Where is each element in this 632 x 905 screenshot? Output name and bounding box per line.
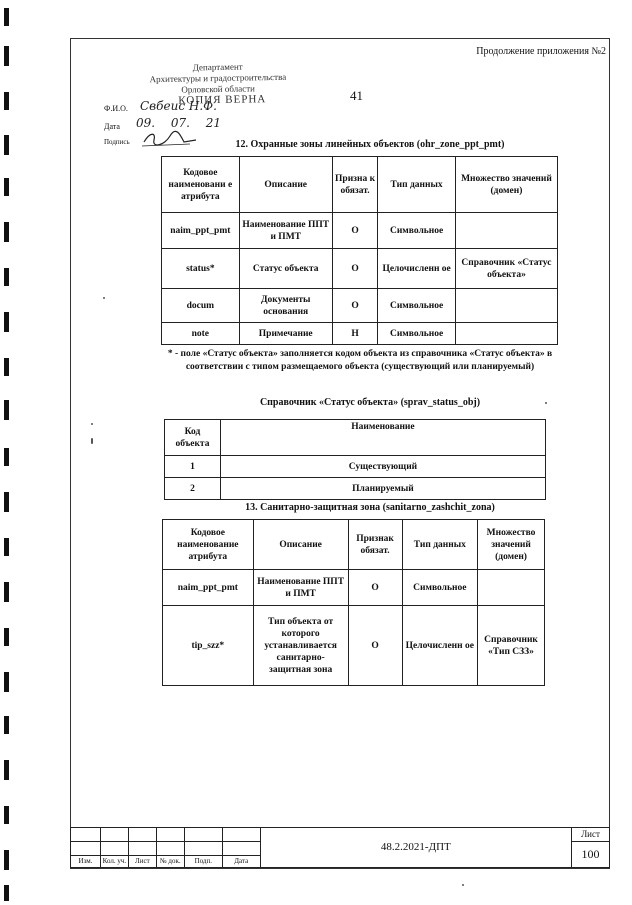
table-cell: Символьное: [378, 289, 456, 323]
appendix-label: Продолжение приложения №2: [476, 46, 606, 57]
binder-mark: [4, 135, 9, 155]
table-cell: Примечание: [239, 323, 332, 345]
binder-mark: [4, 222, 9, 242]
header-cell: Кодовое наименование атрибута: [163, 520, 254, 570]
stamp-copy-verified: КОПИЯ ВЕРНА: [178, 93, 267, 107]
binder-mark: [4, 538, 9, 556]
table-row: [162, 249, 558, 289]
table-cell: naim_ppt_pmt: [162, 213, 240, 249]
section13-table: [162, 519, 545, 686]
footnote: * - поле «Статус объекта» заполняется кодом объекта из справочника «Статус объекта» в соответствии с типом размещаемого объекта (существующий или планируемый): [167, 349, 553, 372]
sheet-number: 100: [571, 842, 609, 868]
header-cell: Призна к обязат.: [332, 157, 377, 213]
title-block-label: Подп.: [184, 856, 222, 868]
title-block: [70, 827, 610, 868]
binder-mark: [4, 312, 9, 332]
table-cell: Символьное: [402, 570, 478, 606]
scan-speck: [91, 423, 93, 425]
status-dict-title: Справочник «Статус объекта» (sprav_status_obj): [259, 397, 481, 408]
signature-label: Подпись: [104, 138, 130, 146]
title-block-label: № док.: [156, 856, 184, 868]
table-cell: Существующий: [220, 456, 545, 478]
table-header-row: [162, 157, 558, 213]
stamp-line1: Департамент: [192, 61, 243, 73]
section13-title: 13. Санитарно-защитная зона (sanitarno_zashchit_zona): [245, 502, 495, 513]
table-row: [165, 478, 546, 500]
header-cell: Тип данных: [378, 157, 456, 213]
table-header-row: [165, 420, 546, 456]
table-row: [162, 323, 558, 345]
header-cell: Описание: [239, 157, 332, 213]
table-cell: 1: [165, 456, 221, 478]
binder-mark: [4, 400, 9, 420]
header-cell: Код объекта: [165, 420, 221, 456]
title-block-label: Лист: [128, 856, 156, 868]
fio-label: Ф.И.О.: [104, 104, 128, 113]
title-block-row: [71, 828, 610, 842]
table-cell: Н: [332, 323, 377, 345]
table-cell: naim_ppt_pmt: [163, 570, 254, 606]
header-cell: Описание: [253, 520, 348, 570]
table-cell: О: [348, 606, 402, 686]
title-block-label: Изм.: [71, 856, 101, 868]
binder-mark: [4, 716, 9, 734]
table-cell: Символьное: [378, 213, 456, 249]
table-cell: [455, 213, 557, 249]
table-cell: Наименование ППТ и ПМТ: [239, 213, 332, 249]
binder-mark: [4, 885, 9, 901]
binder-mark: [4, 358, 9, 376]
table-cell: О: [332, 289, 377, 323]
table-cell: Справочник «Статус объекта»: [455, 249, 557, 289]
binder-mark: [4, 448, 9, 466]
table-cell: Тип объекта от которого устанавливается санитарно-защитная зона: [253, 606, 348, 686]
table-cell: note: [162, 323, 240, 345]
table-cell: Символьное: [378, 323, 456, 345]
title-block-label: Кол. уч.: [100, 856, 128, 868]
page-number: 41: [350, 88, 363, 103]
section12-title: 12. Охранные зоны линейных объектов (ohr_zone_ppt_pmt): [235, 139, 505, 150]
binder-mark: [4, 268, 9, 286]
binder-mark: [4, 8, 9, 26]
table-row: [165, 456, 546, 478]
binder-mark: [4, 92, 9, 110]
header-cell: Множество значений (домен): [478, 520, 545, 570]
scan-speck: [462, 884, 464, 886]
table-cell: О: [332, 213, 377, 249]
table-row: [162, 289, 558, 323]
scan-speck: [545, 402, 547, 404]
binder-mark: [4, 850, 9, 870]
table-cell: 2: [165, 478, 221, 500]
header-cell: Множество значений (домен): [455, 157, 557, 213]
sheet-label: Лист: [571, 828, 609, 842]
table-cell: О: [332, 249, 377, 289]
header-cell: Наименование: [220, 420, 545, 456]
binder-mark: [4, 492, 9, 512]
table-row: [163, 606, 545, 686]
header-cell: Признак обязат.: [348, 520, 402, 570]
date-label: Дата: [104, 122, 120, 131]
table-cell: [455, 323, 557, 345]
binder-mark: [4, 582, 9, 602]
stamp-line2: Архитектуры и градостроительства: [149, 71, 287, 85]
title-block-label: Дата: [222, 856, 260, 868]
table-header-row: [163, 520, 545, 570]
table-cell: Целочисленн ое: [378, 249, 456, 289]
table-cell: Документы основания: [239, 289, 332, 323]
table-cell: tip_szz*: [163, 606, 254, 686]
table-cell: Планируемый: [220, 478, 545, 500]
table-cell: Наименование ППТ и ПМТ: [253, 570, 348, 606]
table-cell: Статус объекта: [239, 249, 332, 289]
header-cell: Тип данных: [402, 520, 478, 570]
table-cell: [478, 570, 545, 606]
stamp-line3: Орловской области: [181, 83, 255, 95]
table-cell: Целочисленн ое: [402, 606, 478, 686]
table-cell: status*: [162, 249, 240, 289]
table-cell: [455, 289, 557, 323]
scan-speck: [103, 297, 105, 299]
binder-mark: [4, 178, 9, 196]
binder-mark: [4, 46, 9, 66]
binder-mark: [4, 806, 9, 824]
binder-mark: [4, 628, 9, 646]
section12-table: [161, 156, 558, 345]
binder-mark: [4, 760, 9, 780]
fio-handwritten: Свбеис Н.Ф.: [140, 99, 217, 113]
header-cell: Кодовое наименовани е атрибута: [162, 157, 240, 213]
binder-mark: [4, 672, 9, 692]
table-row: [163, 570, 545, 606]
table-cell: О: [348, 570, 402, 606]
scan-speck: [91, 438, 93, 444]
table-cell: docum: [162, 289, 240, 323]
table-cell: Справочник «Тип СЗЗ»: [478, 606, 545, 686]
table-row: [162, 213, 558, 249]
date-handwritten: 09. 07. 21: [136, 116, 222, 130]
status-dict-table: [164, 419, 546, 500]
document-code: 48.2.2021-ДПТ: [260, 828, 571, 868]
